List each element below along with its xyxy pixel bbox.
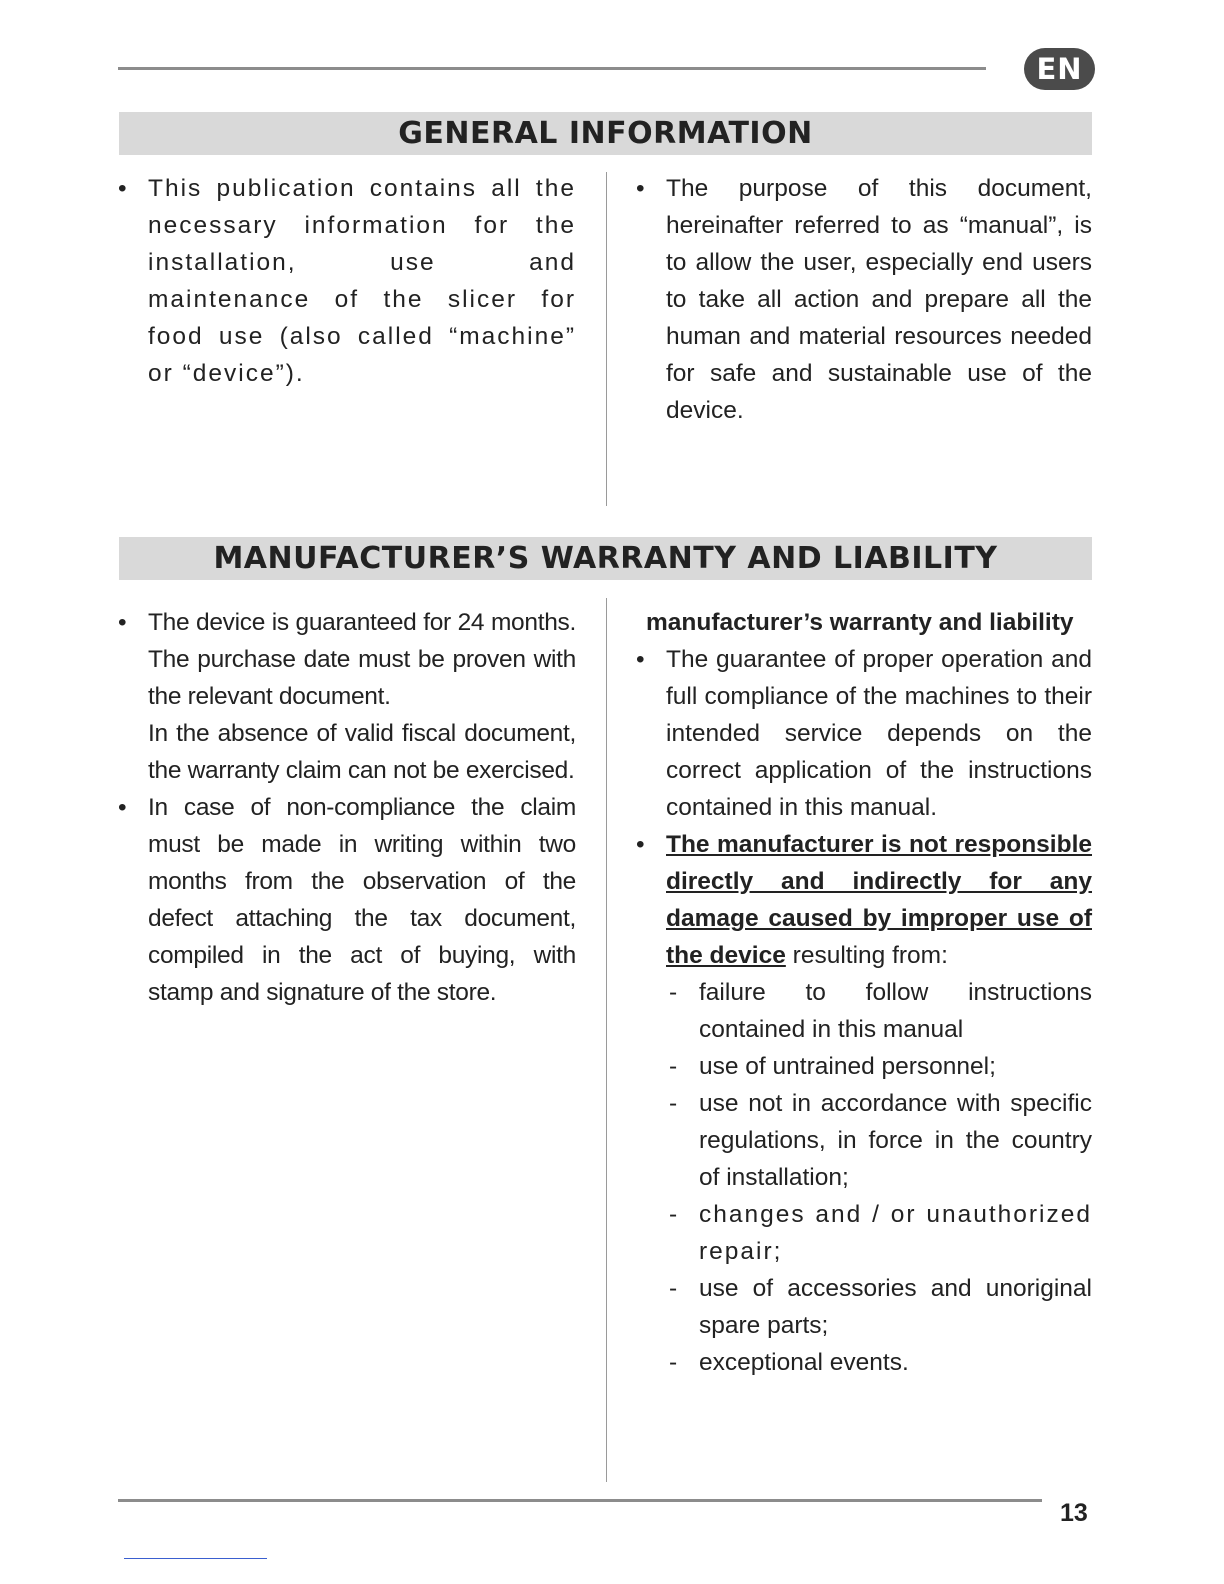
language-badge: EN <box>1024 48 1095 90</box>
sub-list-item: - failure to follow instructions contained in this manual <box>636 974 1092 1048</box>
footer-link-line <box>124 1558 267 1559</box>
dash-icon: - <box>669 1349 678 1376</box>
section-title-general-information: GENERAL INFORMATION <box>119 112 1092 155</box>
column-divider <box>606 598 607 1482</box>
subheading: manufacturer’s warranty and liability <box>646 609 1074 636</box>
bullet-icon: • <box>118 175 129 202</box>
header-rule <box>118 67 986 70</box>
warranty-note: In the absence of valid fiscal document, the warranty claim can not be exercised. <box>148 720 576 784</box>
list-item: • The device is guaranteed for 24 months. The purchase date must be proven with the relevant document. <box>118 604 576 715</box>
page-number: 13 <box>1060 1499 1088 1527</box>
dash-icon: - <box>669 1053 678 1080</box>
bullet-icon: • <box>118 794 127 821</box>
bullet-icon: • <box>636 646 645 673</box>
sub-list-item: - changes and / or unauthorized repair; <box>636 1196 1092 1270</box>
dash-icon: - <box>669 1090 678 1117</box>
section-title-warranty: MANUFACTURER’S WARRANTY AND LIABILITY <box>119 537 1092 580</box>
footer-rule <box>118 1499 1042 1502</box>
dash-icon: - <box>669 1275 678 1302</box>
list-item: • In case of non-compliance the claim must be made in writing within two months from the observation of the defect attaching the tax document, compiled in the act of buying, with stamp and signature of the store. <box>118 789 576 1011</box>
sub-list-item: - use of untrained personnel; <box>636 1048 1092 1085</box>
list-item: • The manufacturer is not responsible directly and indirectly for any damage caused by improper use of the device resulting from: <box>636 826 1092 974</box>
sub-list-item: - use of accessories and unoriginal spare parts; <box>636 1270 1092 1344</box>
dash-icon: - <box>669 979 678 1006</box>
general-info-right-column <box>636 170 1092 429</box>
liability-disclaimer: The manufacturer is not responsible directly and indirectly for any damage caused by improper use of the device <box>666 831 1092 969</box>
column-divider <box>606 172 607 506</box>
dash-icon: - <box>669 1201 680 1228</box>
bullet-icon: • <box>636 831 645 858</box>
warranty-right-column <box>636 604 1092 1381</box>
general-info-left-column <box>118 170 576 392</box>
bullet-icon: • <box>118 609 127 636</box>
sub-list-item: - exceptional events. <box>636 1344 1092 1381</box>
sub-list-item: - use not in accordance with specific regulations, in force in the country of installation; <box>636 1085 1092 1196</box>
list-item: • The guarantee of proper operation and full compliance of the machines to their intended service depends on the correct application of the instructions contained in this manual. <box>636 641 1092 826</box>
warranty-left-column <box>118 604 576 1011</box>
list-item: • The purpose of this document, hereinafter referred to as “manual”, is to allow the user, especially end users to take all action and prepare all the human and material resources needed for safe and sustainable use of the device. <box>636 170 1092 429</box>
list-item: • This publication contains all the necessary information for the installation, use and maintenance of the slicer for food use (also called “machine” or “device”). <box>118 170 576 392</box>
bullet-icon: • <box>636 175 645 202</box>
